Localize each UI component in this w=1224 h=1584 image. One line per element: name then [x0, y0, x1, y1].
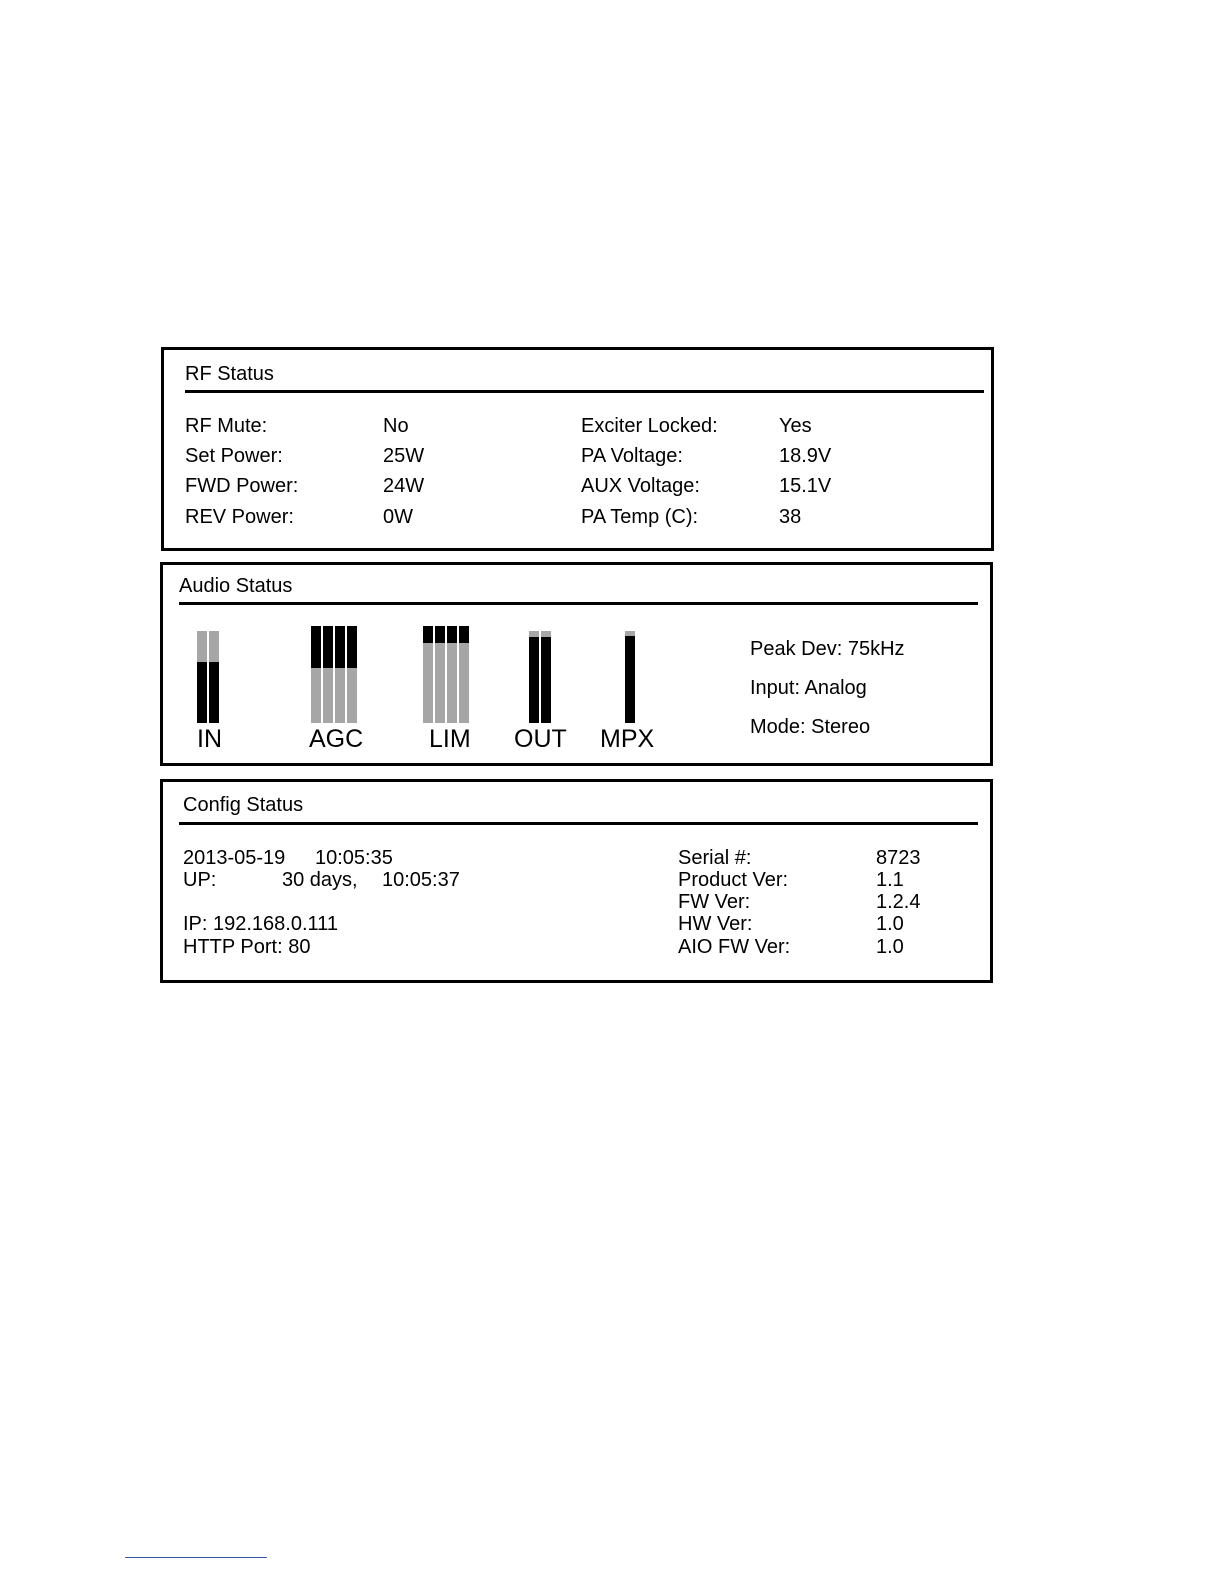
meter-bar-level [435, 643, 445, 723]
uptime-time: 10:05:37 [382, 869, 460, 891]
meter-bar-level [311, 668, 321, 723]
pa-temp-value: 38 [779, 506, 802, 528]
ip-address: IP: 192.168.0.111 [183, 913, 338, 935]
uptime-label: UP: [183, 869, 217, 891]
rev-power-value: 0W [383, 506, 413, 528]
meter-bar-level [423, 643, 433, 723]
set-power-label: Set Power: [185, 445, 283, 467]
meter-bar-headroom [423, 626, 433, 643]
fwd-power-value: 24W [383, 475, 425, 497]
out-meter-bar [529, 631, 539, 723]
lim-meter-bar [435, 626, 445, 723]
meter-bar-headroom [335, 626, 345, 668]
config-status-divider [179, 822, 978, 825]
config-status-title: Config Status [183, 794, 304, 816]
meter-bar-level [529, 637, 539, 723]
rf-status-panel [161, 347, 994, 551]
meter-bar-headroom [447, 626, 457, 643]
lim-meter [423, 626, 473, 723]
config-status-panel [160, 779, 993, 983]
rev-power-label: REV Power: [185, 506, 294, 528]
mode-readout: Mode: Stereo [750, 716, 871, 738]
in-meter [197, 631, 223, 723]
pa-voltage-label: PA Voltage: [581, 445, 683, 467]
meter-bar-level [459, 643, 469, 723]
serial-label: Serial #: [678, 847, 752, 869]
http-port: HTTP Port: 80 [183, 936, 311, 958]
aio-fw-ver-label: AIO FW Ver: [678, 936, 791, 958]
meter-bar-level [323, 668, 333, 723]
peak-dev-readout: Peak Dev: 75kHz [750, 638, 905, 660]
fw-ver-label: FW Ver: [678, 891, 751, 913]
current-date: 2013-05-19 [183, 847, 286, 869]
lim-meter-bar [447, 626, 457, 723]
in-meter-label: IN [197, 725, 222, 753]
audio-status-panel [160, 562, 993, 766]
out-meter-bar [541, 631, 551, 723]
agc-meter [311, 626, 361, 723]
current-time: 10:05:35 [315, 847, 393, 869]
meter-bar-level [541, 637, 551, 723]
lim-meter-label: LIM [429, 725, 471, 753]
pa-temp-label: PA Temp (C): [581, 506, 699, 528]
rf-status-title: RF Status [185, 363, 274, 385]
meter-bar-level [347, 668, 357, 723]
agc-meter-label: AGC [309, 725, 364, 753]
agc-meter-bar [347, 626, 357, 723]
out-meter-label: OUT [514, 725, 567, 753]
exciter-locked-value: Yes [779, 415, 812, 437]
product-ver-value: 1.1 [876, 869, 904, 891]
fw-ver-value: 1.2.4 [876, 891, 921, 913]
meter-bar-level [625, 636, 635, 723]
meter-bar-headroom [311, 626, 321, 668]
mpx-meter-label: MPX [600, 725, 655, 753]
in-meter-bar [209, 631, 219, 723]
aux-voltage-label: AUX Voltage: [581, 475, 700, 497]
input-readout: Input: Analog [750, 677, 867, 699]
lim-meter-bar [423, 626, 433, 723]
mpx-meter-bar [625, 631, 635, 723]
uptime-days: 30 days, [282, 869, 358, 891]
meter-bar-headroom [459, 626, 469, 643]
meter-bar-level [335, 668, 345, 723]
in-meter-bar [197, 631, 207, 723]
rf-mute-label: RF Mute: [185, 415, 268, 437]
agc-meter-bar [311, 626, 321, 723]
meter-bar-level [197, 662, 207, 723]
pa-voltage-value: 18.9V [779, 445, 832, 467]
set-power-value: 25W [383, 445, 425, 467]
footer-rule [125, 1557, 267, 1558]
hw-ver-label: HW Ver: [678, 913, 753, 935]
out-meter [529, 631, 555, 723]
agc-meter-bar [323, 626, 333, 723]
hw-ver-value: 1.0 [876, 913, 904, 935]
meter-bar-headroom [347, 626, 357, 668]
meter-bar-level [447, 643, 457, 723]
fwd-power-label: FWD Power: [185, 475, 299, 497]
mpx-meter [625, 631, 635, 723]
audio-status-title: Audio Status [179, 575, 293, 597]
meter-bar-headroom [197, 631, 207, 662]
audio-status-divider [179, 602, 978, 605]
serial-value: 8723 [876, 847, 921, 869]
meter-bar-headroom [435, 626, 445, 643]
lim-meter-bar [459, 626, 469, 723]
aio-fw-ver-value: 1.0 [876, 936, 904, 958]
meter-bar-headroom [209, 631, 219, 662]
exciter-locked-label: Exciter Locked: [581, 415, 718, 437]
agc-meter-bar [335, 626, 345, 723]
aux-voltage-value: 15.1V [779, 475, 832, 497]
meter-bar-level [209, 662, 219, 723]
meter-bar-headroom [323, 626, 333, 668]
rf-status-divider [185, 390, 984, 393]
product-ver-label: Product Ver: [678, 869, 789, 891]
rf-mute-value: No [383, 415, 409, 437]
